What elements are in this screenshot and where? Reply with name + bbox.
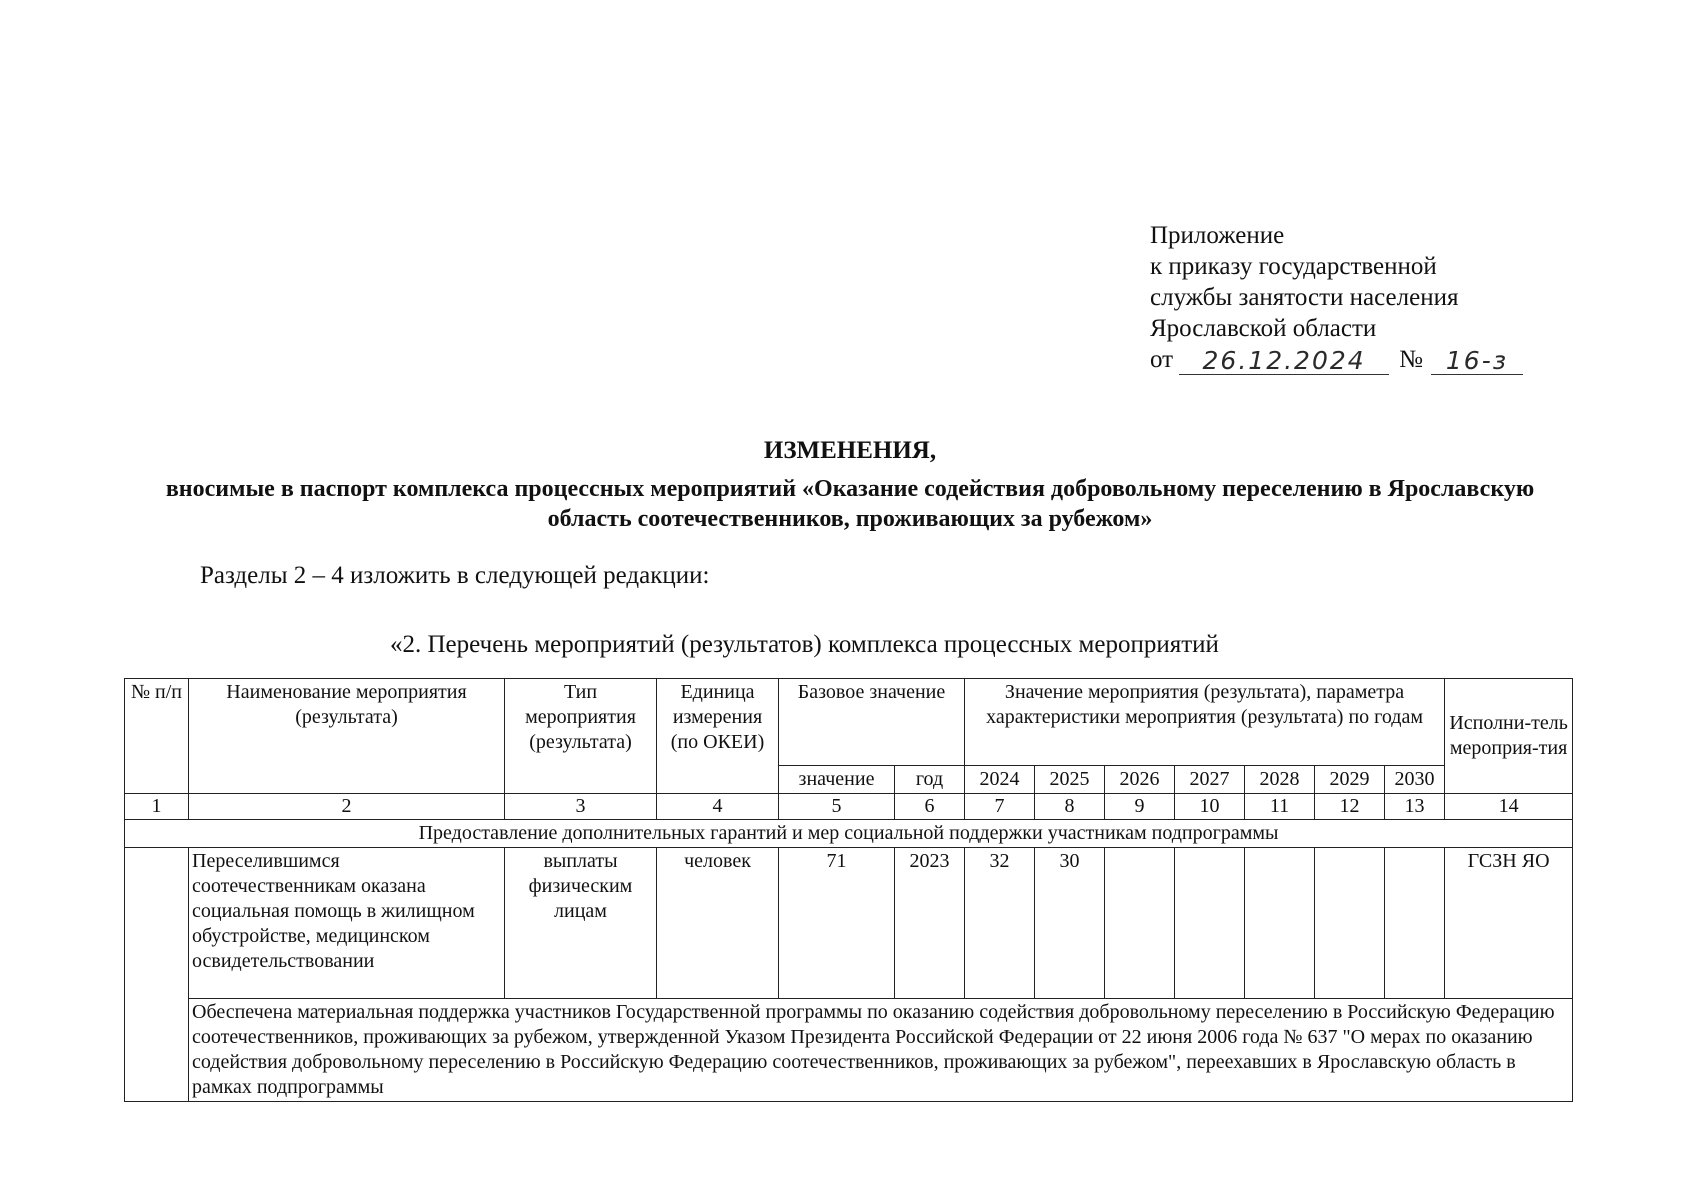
row-year-value [1315,848,1385,999]
header-year: 2028 [1245,766,1315,794]
description-row [125,999,1573,1102]
appendix-line: Приложение [1150,222,1285,249]
handwritten-number: 16-з [1431,348,1523,375]
number-sign: № [1399,346,1423,373]
column-index: 6 [895,794,965,820]
date-number-line [1150,344,1523,375]
header-base-year: год [895,766,965,794]
date-prefix: от [1150,346,1174,373]
appendix-line: службы занятости населения [1150,284,1459,311]
column-index: 4 [657,794,779,820]
row-year-value: 30 [1035,848,1105,999]
row-year-value: 32 [965,848,1035,999]
column-index-row [125,794,1573,820]
header-year: 2025 [1035,766,1105,794]
document-subtitle: вносимые в паспорт комплекса процессных мероприятий «Оказание содействия добровольному переселению в Ярославскую область соотечественников, проживающих за рубежом» [165,476,1535,532]
header-year: 2026 [1105,766,1175,794]
column-index: 7 [965,794,1035,820]
row-base-value: 71 [779,848,895,999]
header-row [125,679,1573,766]
header-type: Тип мероприятия (результата) [505,679,657,794]
appendix-line: Ярославской области [1150,315,1377,342]
row-type: выплаты физическим лицам [505,848,657,999]
group-title: Предоставление дополнительных гарантий и мер социальной поддержки участникам подпрограммы [125,820,1573,848]
header-base-value: значение [779,766,895,794]
row-description: Обеспечена материальная поддержка участников Государственной программы по оказанию содействия добровольному переселению в Российскую Федерацию соотечественников, проживающих за рубежом, утвержденной Указом Президента Российской Федерации от 22 июня 2006 года № 637 "О мерах по оказанию содействия добровольному переселению в Российскую Федерацию соотечественников, проживающих за рубежом", переехавших в Ярославскую область в рамках подпрограммы [189,999,1573,1102]
column-index: 11 [1245,794,1315,820]
row-name: Переселившимся соотечественникам оказана социальная помощь в жилищном обустройстве, медицинском освидетельствовании [189,848,505,999]
header-year: 2030 [1385,766,1445,794]
header-year: 2029 [1315,766,1385,794]
column-index: 5 [779,794,895,820]
document-title: ИЗМЕНЕНИЯ, [763,437,937,464]
header-executor: Исполни-тель мероприя-тия [1445,679,1573,794]
row-year-value [1105,848,1175,999]
intro-text: Разделы 2 – 4 изложить в следующей редакции: [200,562,710,589]
header-base: Базовое значение [779,679,965,766]
row-year-value [1385,848,1445,999]
row-unit: человек [657,848,779,999]
column-index: 3 [505,794,657,820]
header-unit: Единица измерения (по ОКЕИ) [657,679,779,794]
header-year: 2024 [965,766,1035,794]
appendix-line: к приказу государственной [1150,253,1437,280]
header-num: № п/п [125,679,189,794]
column-index: 9 [1105,794,1175,820]
header-values: Значение мероприятия (результата), параметра характеристики мероприятия (результата) по годам [965,679,1445,766]
column-index: 12 [1315,794,1385,820]
table-row [125,848,1573,999]
column-index: 13 [1385,794,1445,820]
measures-table [124,678,1573,1102]
row-num [125,848,189,1102]
row-executor: ГСЗН ЯО [1445,848,1573,999]
column-index: 2 [189,794,505,820]
handwritten-date: 26.12.2024 [1179,348,1389,375]
group-row [125,820,1573,848]
column-index: 1 [125,794,189,820]
row-year-value [1175,848,1245,999]
column-index: 10 [1175,794,1245,820]
row-base-year: 2023 [895,848,965,999]
appendix-block [1150,220,1523,375]
row-year-value [1245,848,1315,999]
column-index: 8 [1035,794,1105,820]
column-index: 14 [1445,794,1573,820]
header-year: 2027 [1175,766,1245,794]
header-name: Наименование мероприятия (результата) [189,679,505,794]
section-title: «2. Перечень мероприятий (результатов) комплекса процессных мероприятий [390,631,1219,658]
